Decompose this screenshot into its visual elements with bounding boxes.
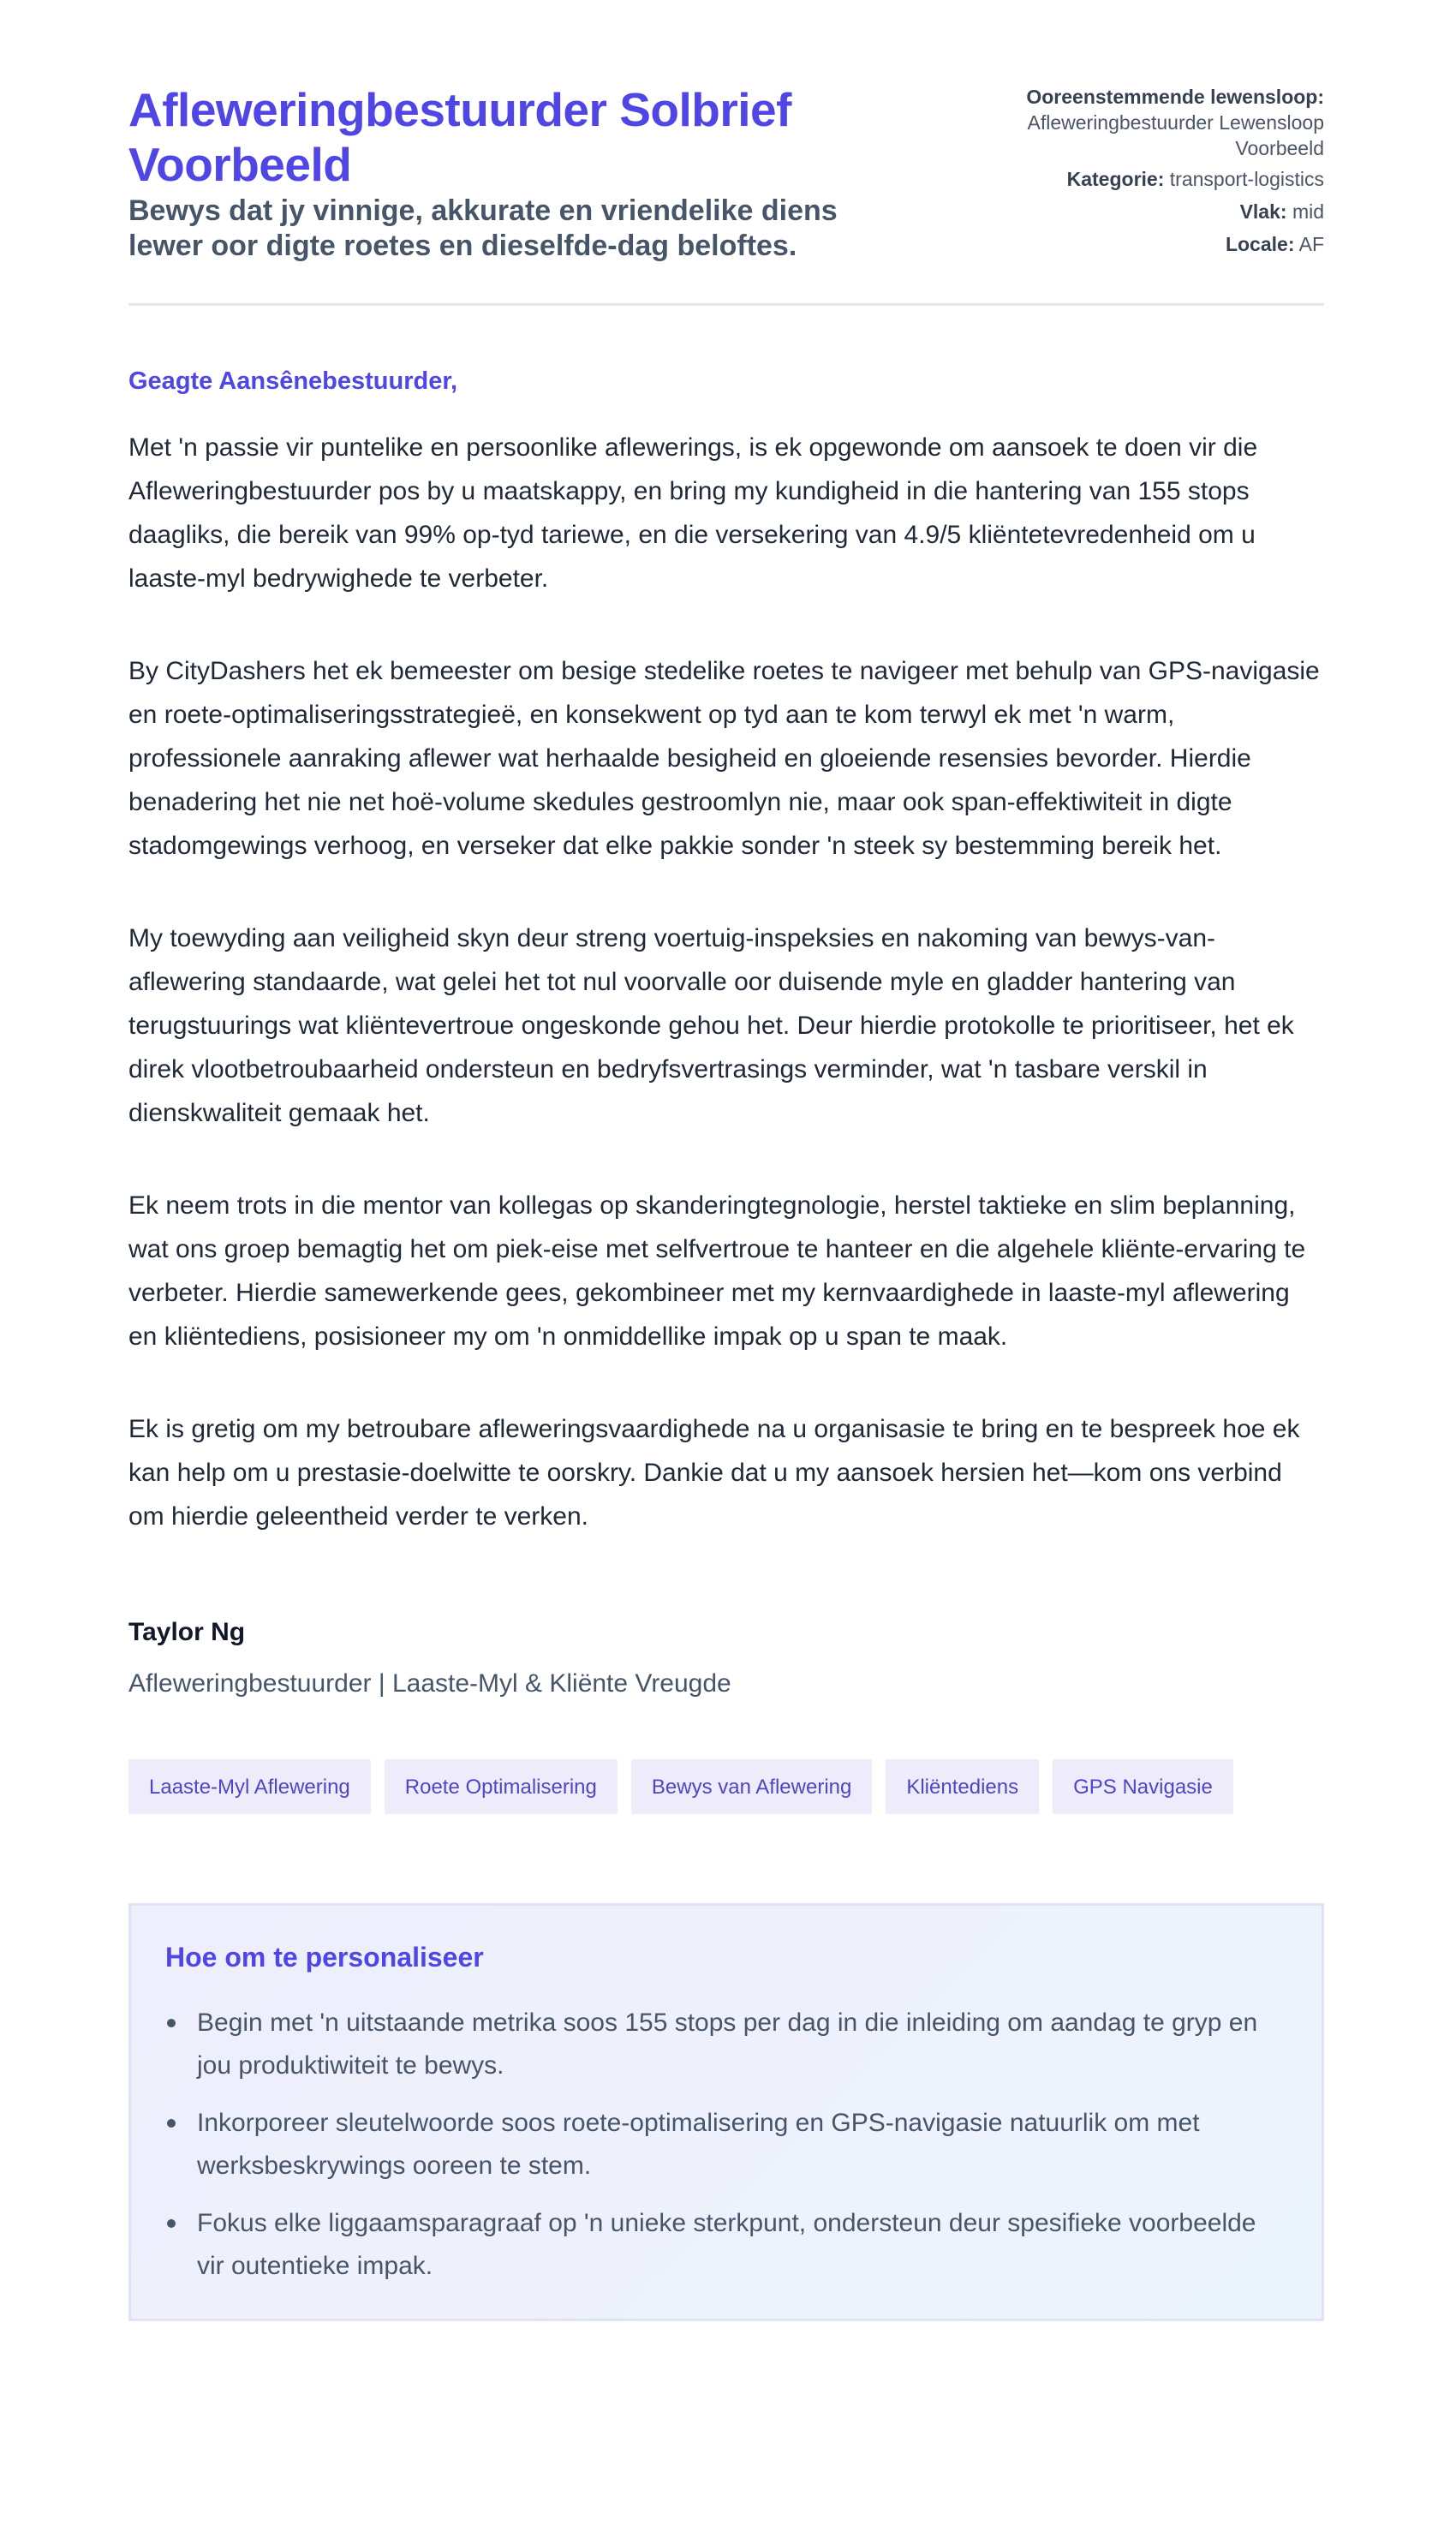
meta-level <box>947 199 1324 224</box>
signature-block <box>128 1615 1324 1701</box>
tips-item-text: Inkorporeer sleutelwoorde soos roete-optimalisering en GPS-navigasie natuurlik om met werksbeskrywings ooreen te stem. <box>197 2109 1200 2180</box>
meta-matching-resume-value: Afleweringbestuurder Lewensloop Voorbeeld <box>1027 111 1324 159</box>
tips-item-text: Fokus elke liggaamsparagraaf op 'n unieke sterkpunt, ondersteun deur spesifieke voorbeelde vir outentieke impak. <box>197 2209 1256 2280</box>
meta-panel <box>947 82 1324 264</box>
bullet-icon <box>167 2219 176 2228</box>
tips-item-text: Begin met 'n uitstaande metrika soos 155 stops per dag in die inleiding om aandag te gryp en jou produktiwiteit te bewys. <box>197 2009 1258 2080</box>
skill-tags <box>128 1759 1324 1814</box>
letter-paragraph: By CityDashers het ek bemeester om besige stedelike roetes te navigeer met behulp van GPS-navigasie en roete-optimaliseringsstrategieë, en konsekwent op tyd aan te kom terwyl ek met 'n warm, professionele aanraking aflewer wat herhaalde besigheid en gloeiende resensies bevorder. Hierdie benadering het nie net hoë-volume skedules gestroomlyn nie, maar ook span-effektiwiteit in digte stadomgewings verhoog, en verseker dat elke pakkie sonder 'n steek sy bestemming bereik het. <box>128 657 1320 860</box>
tips-list-item <box>165 2202 1287 2288</box>
tips-list-item <box>165 2102 1287 2188</box>
personalize-tips-box <box>128 1903 1324 2321</box>
signature-title: Afleweringbestuurder | Laaste-Myl & Kliënte Vreugde <box>128 1669 731 1698</box>
signature-name: Taylor Ng <box>128 1618 246 1646</box>
meta-level-value: mid <box>1292 200 1324 223</box>
page-subtitle: Bewys dat jy vinnige, akkurate en vriendelike diens lewer oor digte roetes en dieselfde-dag beloftes. <box>128 194 838 262</box>
tips-list-item <box>165 2002 1287 2087</box>
skill-tag: Kliëntediens <box>886 1759 1039 1814</box>
page-title: Afleweringbestuurder Solbrief Voorbeeld <box>128 83 791 191</box>
bullet-icon <box>167 2019 176 2027</box>
skill-tag: Bewys van Aflewering <box>631 1759 872 1814</box>
letter-body <box>128 306 1324 1701</box>
skill-tag: Roete Optimalisering <box>385 1759 618 1814</box>
meta-matching-resume <box>947 84 1324 161</box>
letter-paragraph: Met 'n passie vir puntelike en persoonlike aflewerings, is ek opgewonde om aansoek te doen vir die Afleweringbestuurder pos by u maatskappy, en bring my kundigheid in die hantering van 155 stops daagliks, die bereik van 99% op-tyd tariewe, en die versekering van 4.9/5 kliëntetevredenheid om u laaste-myl bedrywighede te verbeter. <box>128 433 1258 593</box>
letter-paragraph: My toewyding aan veiligheid skyn deur streng voertuig-inspeksies en nakoming van bewys-van-aflewering standaarde, wat gelei het tot nul voorvalle oor duisende myle en gladder hantering van terugstuurings wat kliëntevertroue ongeskonde gehou het. Deur hierdie protokolle te prioritiseer, het ek direk vlootbetroubaarheid ondersteun en bedryfsvertrasings verminder, wat 'n tasbare verskil in dienskwaliteit gemaak het. <box>128 924 1294 1127</box>
meta-level-label: Vlak: <box>1239 200 1287 223</box>
tips-title: Hoe om te personaliseer <box>165 1942 484 1973</box>
skill-tag: Laaste-Myl Aflewering <box>128 1759 371 1814</box>
tips-list <box>165 2002 1287 2288</box>
header-title-block <box>128 82 899 264</box>
letter-paragraph: Ek is gretig om my betroubare afleweringsvaardighede na u organisasie te bring en te bespreek hoe ek kan help om u prestasie-doelwitte te oorskry. Dankie dat u my aansoek hersien het—kom ons verbind om hierdie geleentheid verder te verken. <box>128 1415 1300 1531</box>
meta-category-label: Kategorie: <box>1066 168 1165 190</box>
meta-locale-value: AF <box>1298 233 1324 255</box>
page-header <box>128 82 1324 306</box>
meta-category-value: transport-logistics <box>1169 168 1324 190</box>
meta-matching-resume-label: Ooreenstemmende lewensloop: <box>1026 86 1324 108</box>
meta-locale <box>947 231 1324 257</box>
letter-paragraph: Ek neem trots in die mentor van kollegas op skanderingtegnologie, herstel taktieke en slim beplanning, wat ons groep bemagtig het om piek-eise met selfvertroue te hanteer en die algehele kliënte-ervaring te verbeter. Hierdie samewerkende gees, gekombineer met my kernvaardighede in laaste-myl aflewering en kliëntediens, posisioneer my om 'n onmiddellike impak op u span te maak. <box>128 1191 1306 1351</box>
bullet-icon <box>167 2119 176 2128</box>
meta-category <box>947 166 1324 192</box>
meta-locale-label: Locale: <box>1225 233 1295 255</box>
cover-letter-page <box>128 0 1324 2321</box>
letter-greeting: Geagte Aansênebestuurder, <box>128 367 458 395</box>
skill-tag: GPS Navigasie <box>1053 1759 1233 1814</box>
